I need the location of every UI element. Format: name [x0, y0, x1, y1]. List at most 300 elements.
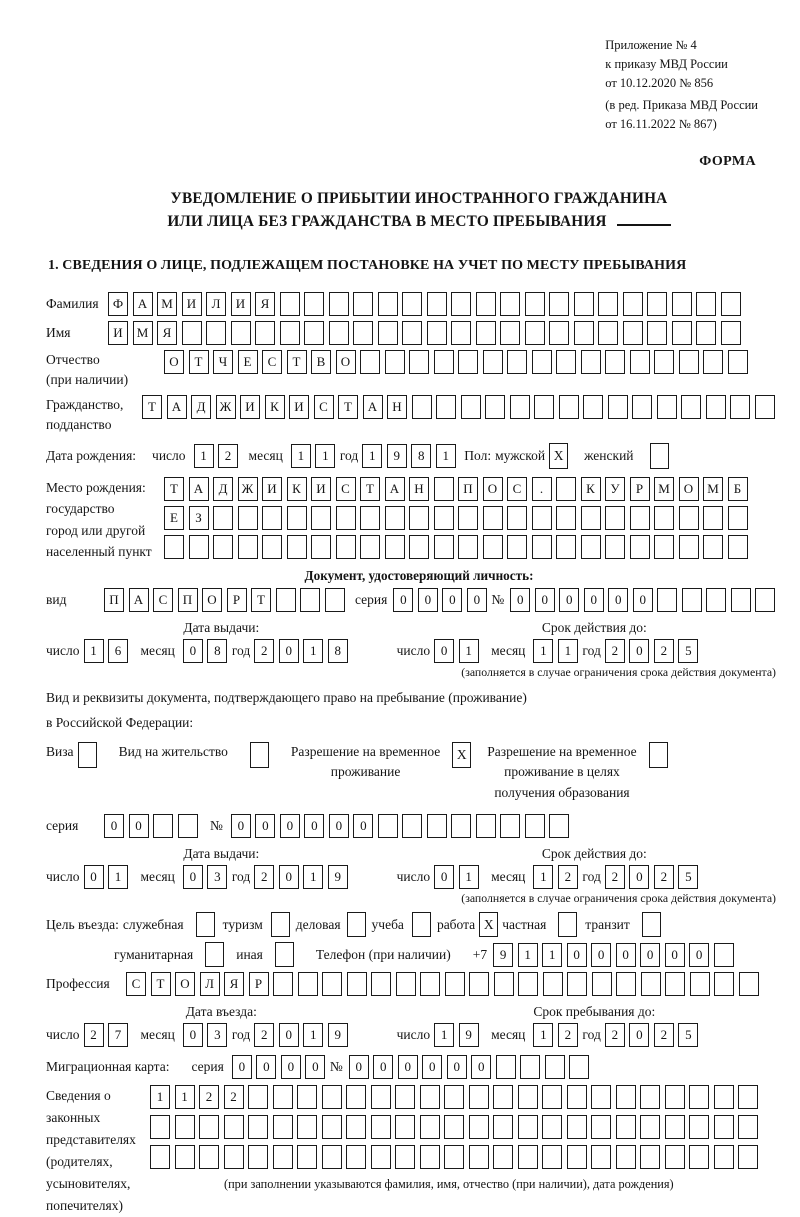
char-box[interactable]: 2	[605, 639, 625, 663]
char-box[interactable]	[427, 321, 447, 345]
purpose-transit-checkbox[interactable]	[642, 912, 661, 937]
purpose-business-checkbox[interactable]	[347, 912, 366, 937]
char-box[interactable]	[458, 506, 478, 530]
char-box[interactable]	[469, 1145, 489, 1169]
purpose-work-checkbox[interactable]: X	[479, 912, 498, 937]
char-box[interactable]: Т	[151, 972, 171, 996]
char-box[interactable]	[598, 321, 618, 345]
char-box[interactable]	[420, 1115, 440, 1139]
sex-female-checkbox[interactable]	[650, 443, 669, 469]
char-box[interactable]	[483, 350, 503, 374]
char-box[interactable]	[304, 292, 324, 316]
char-box[interactable]: 0	[279, 865, 299, 889]
char-box[interactable]	[385, 506, 405, 530]
char-box[interactable]	[518, 1115, 538, 1139]
char-box[interactable]	[545, 1055, 565, 1079]
char-box[interactable]	[518, 1145, 538, 1169]
char-box[interactable]	[500, 321, 520, 345]
char-box[interactable]	[371, 1115, 391, 1139]
char-box[interactable]: 1	[459, 639, 479, 663]
char-box[interactable]: И	[311, 477, 331, 501]
char-box[interactable]	[755, 588, 775, 612]
char-box[interactable]	[322, 1085, 342, 1109]
char-box[interactable]	[703, 506, 723, 530]
char-box[interactable]	[248, 1085, 268, 1109]
char-box[interactable]: В	[311, 350, 331, 374]
char-box[interactable]: 2	[654, 1023, 674, 1047]
char-box[interactable]: 1	[434, 1023, 454, 1047]
char-box[interactable]	[322, 972, 342, 996]
char-box[interactable]	[500, 292, 520, 316]
char-box[interactable]	[714, 1115, 734, 1139]
char-box[interactable]: 0	[279, 639, 299, 663]
char-box[interactable]	[485, 395, 505, 419]
char-box[interactable]: 1	[175, 1085, 195, 1109]
char-box[interactable]	[469, 1115, 489, 1139]
char-box[interactable]	[273, 972, 293, 996]
char-box[interactable]: И	[289, 395, 309, 419]
char-box[interactable]	[654, 506, 674, 530]
char-box[interactable]	[304, 321, 324, 345]
purpose-other-checkbox[interactable]	[275, 942, 294, 967]
char-box[interactable]	[679, 350, 699, 374]
char-box[interactable]	[175, 1115, 195, 1139]
sex-male-checkbox[interactable]: X	[549, 443, 568, 469]
purpose-private-checkbox[interactable]	[558, 912, 577, 937]
char-box[interactable]	[581, 506, 601, 530]
char-box[interactable]	[336, 506, 356, 530]
char-box[interactable]: 1	[533, 1023, 553, 1047]
char-box[interactable]	[434, 535, 454, 559]
char-box[interactable]	[322, 1145, 342, 1169]
option-visa-checkbox[interactable]	[78, 742, 97, 768]
char-box[interactable]: 8	[207, 639, 227, 663]
char-box[interactable]: 0	[584, 588, 604, 612]
char-box[interactable]: Я	[224, 972, 244, 996]
char-box[interactable]: 0	[442, 588, 462, 612]
char-box[interactable]: 1	[84, 639, 104, 663]
char-box[interactable]: 3	[207, 1023, 227, 1047]
char-box[interactable]: И	[231, 292, 251, 316]
char-box[interactable]	[640, 1115, 660, 1139]
char-box[interactable]: У	[605, 477, 625, 501]
char-box[interactable]: 0	[279, 1023, 299, 1047]
char-box[interactable]: Т	[142, 395, 162, 419]
char-box[interactable]	[581, 535, 601, 559]
char-box[interactable]: 0	[471, 1055, 491, 1079]
purpose-study-checkbox[interactable]	[412, 912, 431, 937]
char-box[interactable]	[434, 350, 454, 374]
char-box[interactable]: С	[336, 477, 356, 501]
char-box[interactable]	[402, 321, 422, 345]
char-box[interactable]: А	[129, 588, 149, 612]
char-box[interactable]	[665, 1145, 685, 1169]
char-box[interactable]	[385, 350, 405, 374]
char-box[interactable]	[469, 1085, 489, 1109]
char-box[interactable]: Е	[238, 350, 258, 374]
char-box[interactable]: 3	[207, 865, 227, 889]
char-box[interactable]	[300, 588, 320, 612]
char-box[interactable]	[581, 350, 601, 374]
char-box[interactable]	[164, 535, 184, 559]
char-box[interactable]: 8	[328, 639, 348, 663]
char-box[interactable]	[738, 1115, 758, 1139]
purpose-official-checkbox[interactable]	[196, 912, 215, 937]
char-box[interactable]	[427, 292, 447, 316]
char-box[interactable]: О	[336, 350, 356, 374]
char-box[interactable]	[371, 1145, 391, 1169]
char-box[interactable]	[297, 1115, 317, 1139]
char-box[interactable]	[325, 588, 345, 612]
char-box[interactable]	[409, 535, 429, 559]
char-box[interactable]	[420, 972, 440, 996]
char-box[interactable]: 0	[422, 1055, 442, 1079]
char-box[interactable]: 0	[256, 1055, 276, 1079]
char-box[interactable]	[689, 1085, 709, 1109]
char-box[interactable]: О	[202, 588, 222, 612]
char-box[interactable]: А	[385, 477, 405, 501]
char-box[interactable]	[689, 1145, 709, 1169]
char-box[interactable]: 2	[199, 1085, 219, 1109]
char-box[interactable]: 0	[329, 814, 349, 838]
char-box[interactable]	[690, 972, 710, 996]
char-box[interactable]: 0	[689, 943, 709, 967]
char-box[interactable]: 2	[218, 444, 238, 468]
char-box[interactable]: 0	[373, 1055, 393, 1079]
char-box[interactable]	[360, 350, 380, 374]
char-box[interactable]	[632, 395, 652, 419]
char-box[interactable]: 0	[232, 1055, 252, 1079]
char-box[interactable]	[728, 350, 748, 374]
char-box[interactable]	[476, 814, 496, 838]
char-box[interactable]: О	[164, 350, 184, 374]
char-box[interactable]	[654, 535, 674, 559]
char-box[interactable]	[297, 1085, 317, 1109]
char-box[interactable]	[549, 321, 569, 345]
char-box[interactable]	[385, 535, 405, 559]
char-box[interactable]	[189, 535, 209, 559]
char-box[interactable]: 6	[108, 639, 128, 663]
char-box[interactable]: 0	[608, 588, 628, 612]
char-box[interactable]	[507, 350, 527, 374]
char-box[interactable]	[346, 1145, 366, 1169]
char-box[interactable]: С	[507, 477, 527, 501]
char-box[interactable]	[616, 972, 636, 996]
char-box[interactable]	[175, 1145, 195, 1169]
char-box[interactable]: С	[262, 350, 282, 374]
char-box[interactable]: 2	[254, 865, 274, 889]
char-box[interactable]	[706, 588, 726, 612]
char-box[interactable]: А	[363, 395, 383, 419]
char-box[interactable]	[739, 972, 759, 996]
char-box[interactable]: Ч	[213, 350, 233, 374]
char-box[interactable]	[569, 1055, 589, 1079]
char-box[interactable]: 2	[558, 1023, 578, 1047]
char-box[interactable]: Т	[338, 395, 358, 419]
option-temp-residence-education-checkbox[interactable]	[649, 742, 668, 768]
char-box[interactable]: О	[483, 477, 503, 501]
char-box[interactable]	[262, 535, 282, 559]
char-box[interactable]	[329, 321, 349, 345]
char-box[interactable]	[647, 321, 667, 345]
char-box[interactable]: Ф	[108, 292, 128, 316]
char-box[interactable]	[444, 1085, 464, 1109]
char-box[interactable]	[665, 1115, 685, 1139]
char-box[interactable]: 1	[436, 444, 456, 468]
char-box[interactable]	[280, 292, 300, 316]
char-box[interactable]: 5	[678, 1023, 698, 1047]
char-box[interactable]: 0	[183, 1023, 203, 1047]
char-box[interactable]	[714, 1145, 734, 1169]
char-box[interactable]	[150, 1145, 170, 1169]
char-box[interactable]	[665, 972, 685, 996]
char-box[interactable]: 0	[434, 639, 454, 663]
char-box[interactable]: 0	[398, 1055, 418, 1079]
char-box[interactable]: Ж	[238, 477, 258, 501]
char-box[interactable]	[738, 1085, 758, 1109]
char-box[interactable]	[682, 588, 702, 612]
char-box[interactable]	[409, 506, 429, 530]
char-box[interactable]: Е	[164, 506, 184, 530]
char-box[interactable]	[714, 972, 734, 996]
char-box[interactable]: 0	[633, 588, 653, 612]
char-box[interactable]: 0	[393, 588, 413, 612]
char-box[interactable]: 0	[665, 943, 685, 967]
char-box[interactable]: 5	[678, 639, 698, 663]
char-box[interactable]	[630, 350, 650, 374]
char-box[interactable]: 1	[315, 444, 335, 468]
char-box[interactable]	[297, 1145, 317, 1169]
char-box[interactable]	[640, 1085, 660, 1109]
char-box[interactable]: П	[178, 588, 198, 612]
char-box[interactable]	[549, 814, 569, 838]
char-box[interactable]: О	[679, 477, 699, 501]
char-box[interactable]	[287, 535, 307, 559]
char-box[interactable]: Н	[409, 477, 429, 501]
purpose-tourism-checkbox[interactable]	[271, 912, 290, 937]
char-box[interactable]	[605, 350, 625, 374]
char-box[interactable]	[616, 1085, 636, 1109]
char-box[interactable]	[640, 1145, 660, 1169]
char-box[interactable]	[224, 1145, 244, 1169]
char-box[interactable]	[507, 506, 527, 530]
char-box[interactable]	[409, 350, 429, 374]
char-box[interactable]: 2	[224, 1085, 244, 1109]
char-box[interactable]	[556, 350, 576, 374]
char-box[interactable]	[436, 395, 456, 419]
char-box[interactable]	[623, 321, 643, 345]
char-box[interactable]	[444, 1145, 464, 1169]
char-box[interactable]	[434, 506, 454, 530]
char-box[interactable]	[238, 506, 258, 530]
char-box[interactable]	[287, 506, 307, 530]
char-box[interactable]: С	[314, 395, 334, 419]
char-box[interactable]: И	[108, 321, 128, 345]
char-box[interactable]: Р	[249, 972, 269, 996]
char-box[interactable]	[182, 321, 202, 345]
char-box[interactable]: З	[189, 506, 209, 530]
char-box[interactable]: Т	[360, 477, 380, 501]
char-box[interactable]	[420, 1085, 440, 1109]
char-box[interactable]	[178, 814, 198, 838]
char-box[interactable]: 1	[558, 639, 578, 663]
char-box[interactable]	[346, 1115, 366, 1139]
char-box[interactable]: И	[182, 292, 202, 316]
char-box[interactable]	[476, 321, 496, 345]
char-box[interactable]: 1	[303, 1023, 323, 1047]
char-box[interactable]: 1	[518, 943, 538, 967]
char-box[interactable]: Т	[189, 350, 209, 374]
char-box[interactable]: 2	[254, 639, 274, 663]
char-box[interactable]: 0	[104, 814, 124, 838]
char-box[interactable]: 1	[303, 639, 323, 663]
char-box[interactable]	[532, 506, 552, 530]
char-box[interactable]	[347, 972, 367, 996]
char-box[interactable]	[510, 395, 530, 419]
char-box[interactable]: 9	[493, 943, 513, 967]
char-box[interactable]	[458, 350, 478, 374]
char-box[interactable]	[525, 814, 545, 838]
char-box[interactable]	[224, 1115, 244, 1139]
char-box[interactable]: 0	[616, 943, 636, 967]
char-box[interactable]: Я	[157, 321, 177, 345]
char-box[interactable]	[706, 395, 726, 419]
char-box[interactable]	[420, 1145, 440, 1169]
char-box[interactable]	[494, 972, 514, 996]
char-box[interactable]	[755, 395, 775, 419]
char-box[interactable]	[714, 1085, 734, 1109]
char-box[interactable]	[458, 535, 478, 559]
char-box[interactable]: Л	[200, 972, 220, 996]
char-box[interactable]	[703, 535, 723, 559]
char-box[interactable]	[451, 814, 471, 838]
char-box[interactable]	[520, 1055, 540, 1079]
char-box[interactable]	[276, 588, 296, 612]
char-box[interactable]	[641, 972, 661, 996]
char-box[interactable]	[493, 1085, 513, 1109]
char-box[interactable]: 0	[629, 865, 649, 889]
char-box[interactable]: 0	[304, 814, 324, 838]
char-box[interactable]	[378, 321, 398, 345]
option-temp-residence-checkbox[interactable]: X	[452, 742, 471, 768]
char-box[interactable]	[213, 506, 233, 530]
char-box[interactable]: 2	[254, 1023, 274, 1047]
char-box[interactable]	[402, 814, 422, 838]
char-box[interactable]: 0	[591, 943, 611, 967]
char-box[interactable]	[657, 588, 677, 612]
char-box[interactable]	[591, 1115, 611, 1139]
char-box[interactable]: 1	[533, 639, 553, 663]
char-box[interactable]: 2	[605, 1023, 625, 1047]
char-box[interactable]	[360, 506, 380, 530]
char-box[interactable]: 0	[280, 814, 300, 838]
char-box[interactable]	[273, 1145, 293, 1169]
purpose-humanitarian-checkbox[interactable]	[205, 942, 224, 967]
char-box[interactable]	[396, 972, 416, 996]
char-box[interactable]: 0	[559, 588, 579, 612]
char-box[interactable]	[507, 535, 527, 559]
char-box[interactable]: И	[262, 477, 282, 501]
char-box[interactable]	[567, 1115, 587, 1139]
char-box[interactable]	[525, 292, 545, 316]
char-box[interactable]	[647, 292, 667, 316]
char-box[interactable]: 0	[129, 814, 149, 838]
char-box[interactable]: 0	[255, 814, 275, 838]
char-box[interactable]: 1	[291, 444, 311, 468]
char-box[interactable]	[559, 395, 579, 419]
char-box[interactable]	[500, 814, 520, 838]
char-box[interactable]	[534, 395, 554, 419]
char-box[interactable]	[493, 1145, 513, 1169]
char-box[interactable]	[567, 972, 587, 996]
char-box[interactable]	[231, 321, 251, 345]
option-residence-permit-checkbox[interactable]	[250, 742, 269, 768]
char-box[interactable]	[542, 1085, 562, 1109]
char-box[interactable]	[672, 321, 692, 345]
char-box[interactable]	[238, 535, 258, 559]
char-box[interactable]: 0	[84, 865, 104, 889]
char-box[interactable]	[556, 535, 576, 559]
char-box[interactable]	[353, 292, 373, 316]
char-box[interactable]	[153, 814, 173, 838]
char-box[interactable]	[556, 477, 576, 501]
char-box[interactable]	[336, 535, 356, 559]
char-box[interactable]	[616, 1115, 636, 1139]
char-box[interactable]	[532, 350, 552, 374]
char-box[interactable]: Р	[630, 477, 650, 501]
char-box[interactable]: Д	[191, 395, 211, 419]
char-box[interactable]	[255, 321, 275, 345]
char-box[interactable]: 0	[418, 588, 438, 612]
char-box[interactable]: Б	[728, 477, 748, 501]
char-box[interactable]	[532, 535, 552, 559]
char-box[interactable]: С	[153, 588, 173, 612]
char-box[interactable]: 0	[434, 865, 454, 889]
char-box[interactable]	[476, 292, 496, 316]
char-box[interactable]: 2	[558, 865, 578, 889]
char-box[interactable]: 9	[387, 444, 407, 468]
char-box[interactable]: 0	[305, 1055, 325, 1079]
char-box[interactable]	[665, 1085, 685, 1109]
char-box[interactable]	[402, 292, 422, 316]
char-box[interactable]	[248, 1145, 268, 1169]
char-box[interactable]	[591, 1085, 611, 1109]
char-box[interactable]	[451, 292, 471, 316]
char-box[interactable]	[703, 350, 723, 374]
char-box[interactable]	[395, 1145, 415, 1169]
char-box[interactable]: Т	[251, 588, 271, 612]
char-box[interactable]: Ж	[216, 395, 236, 419]
char-box[interactable]: А	[167, 395, 187, 419]
char-box[interactable]	[714, 943, 734, 967]
char-box[interactable]	[311, 535, 331, 559]
char-box[interactable]	[469, 972, 489, 996]
char-box[interactable]	[329, 292, 349, 316]
char-box[interactable]: Я	[255, 292, 275, 316]
char-box[interactable]	[371, 1085, 391, 1109]
char-box[interactable]	[630, 506, 650, 530]
char-box[interactable]: Т	[287, 350, 307, 374]
char-box[interactable]	[542, 1145, 562, 1169]
char-box[interactable]: 5	[678, 865, 698, 889]
char-box[interactable]: М	[133, 321, 153, 345]
char-box[interactable]	[206, 321, 226, 345]
char-box[interactable]: 8	[411, 444, 431, 468]
char-box[interactable]: Л	[206, 292, 226, 316]
char-box[interactable]: М	[654, 477, 674, 501]
char-box[interactable]	[199, 1115, 219, 1139]
char-box[interactable]: .	[532, 477, 552, 501]
